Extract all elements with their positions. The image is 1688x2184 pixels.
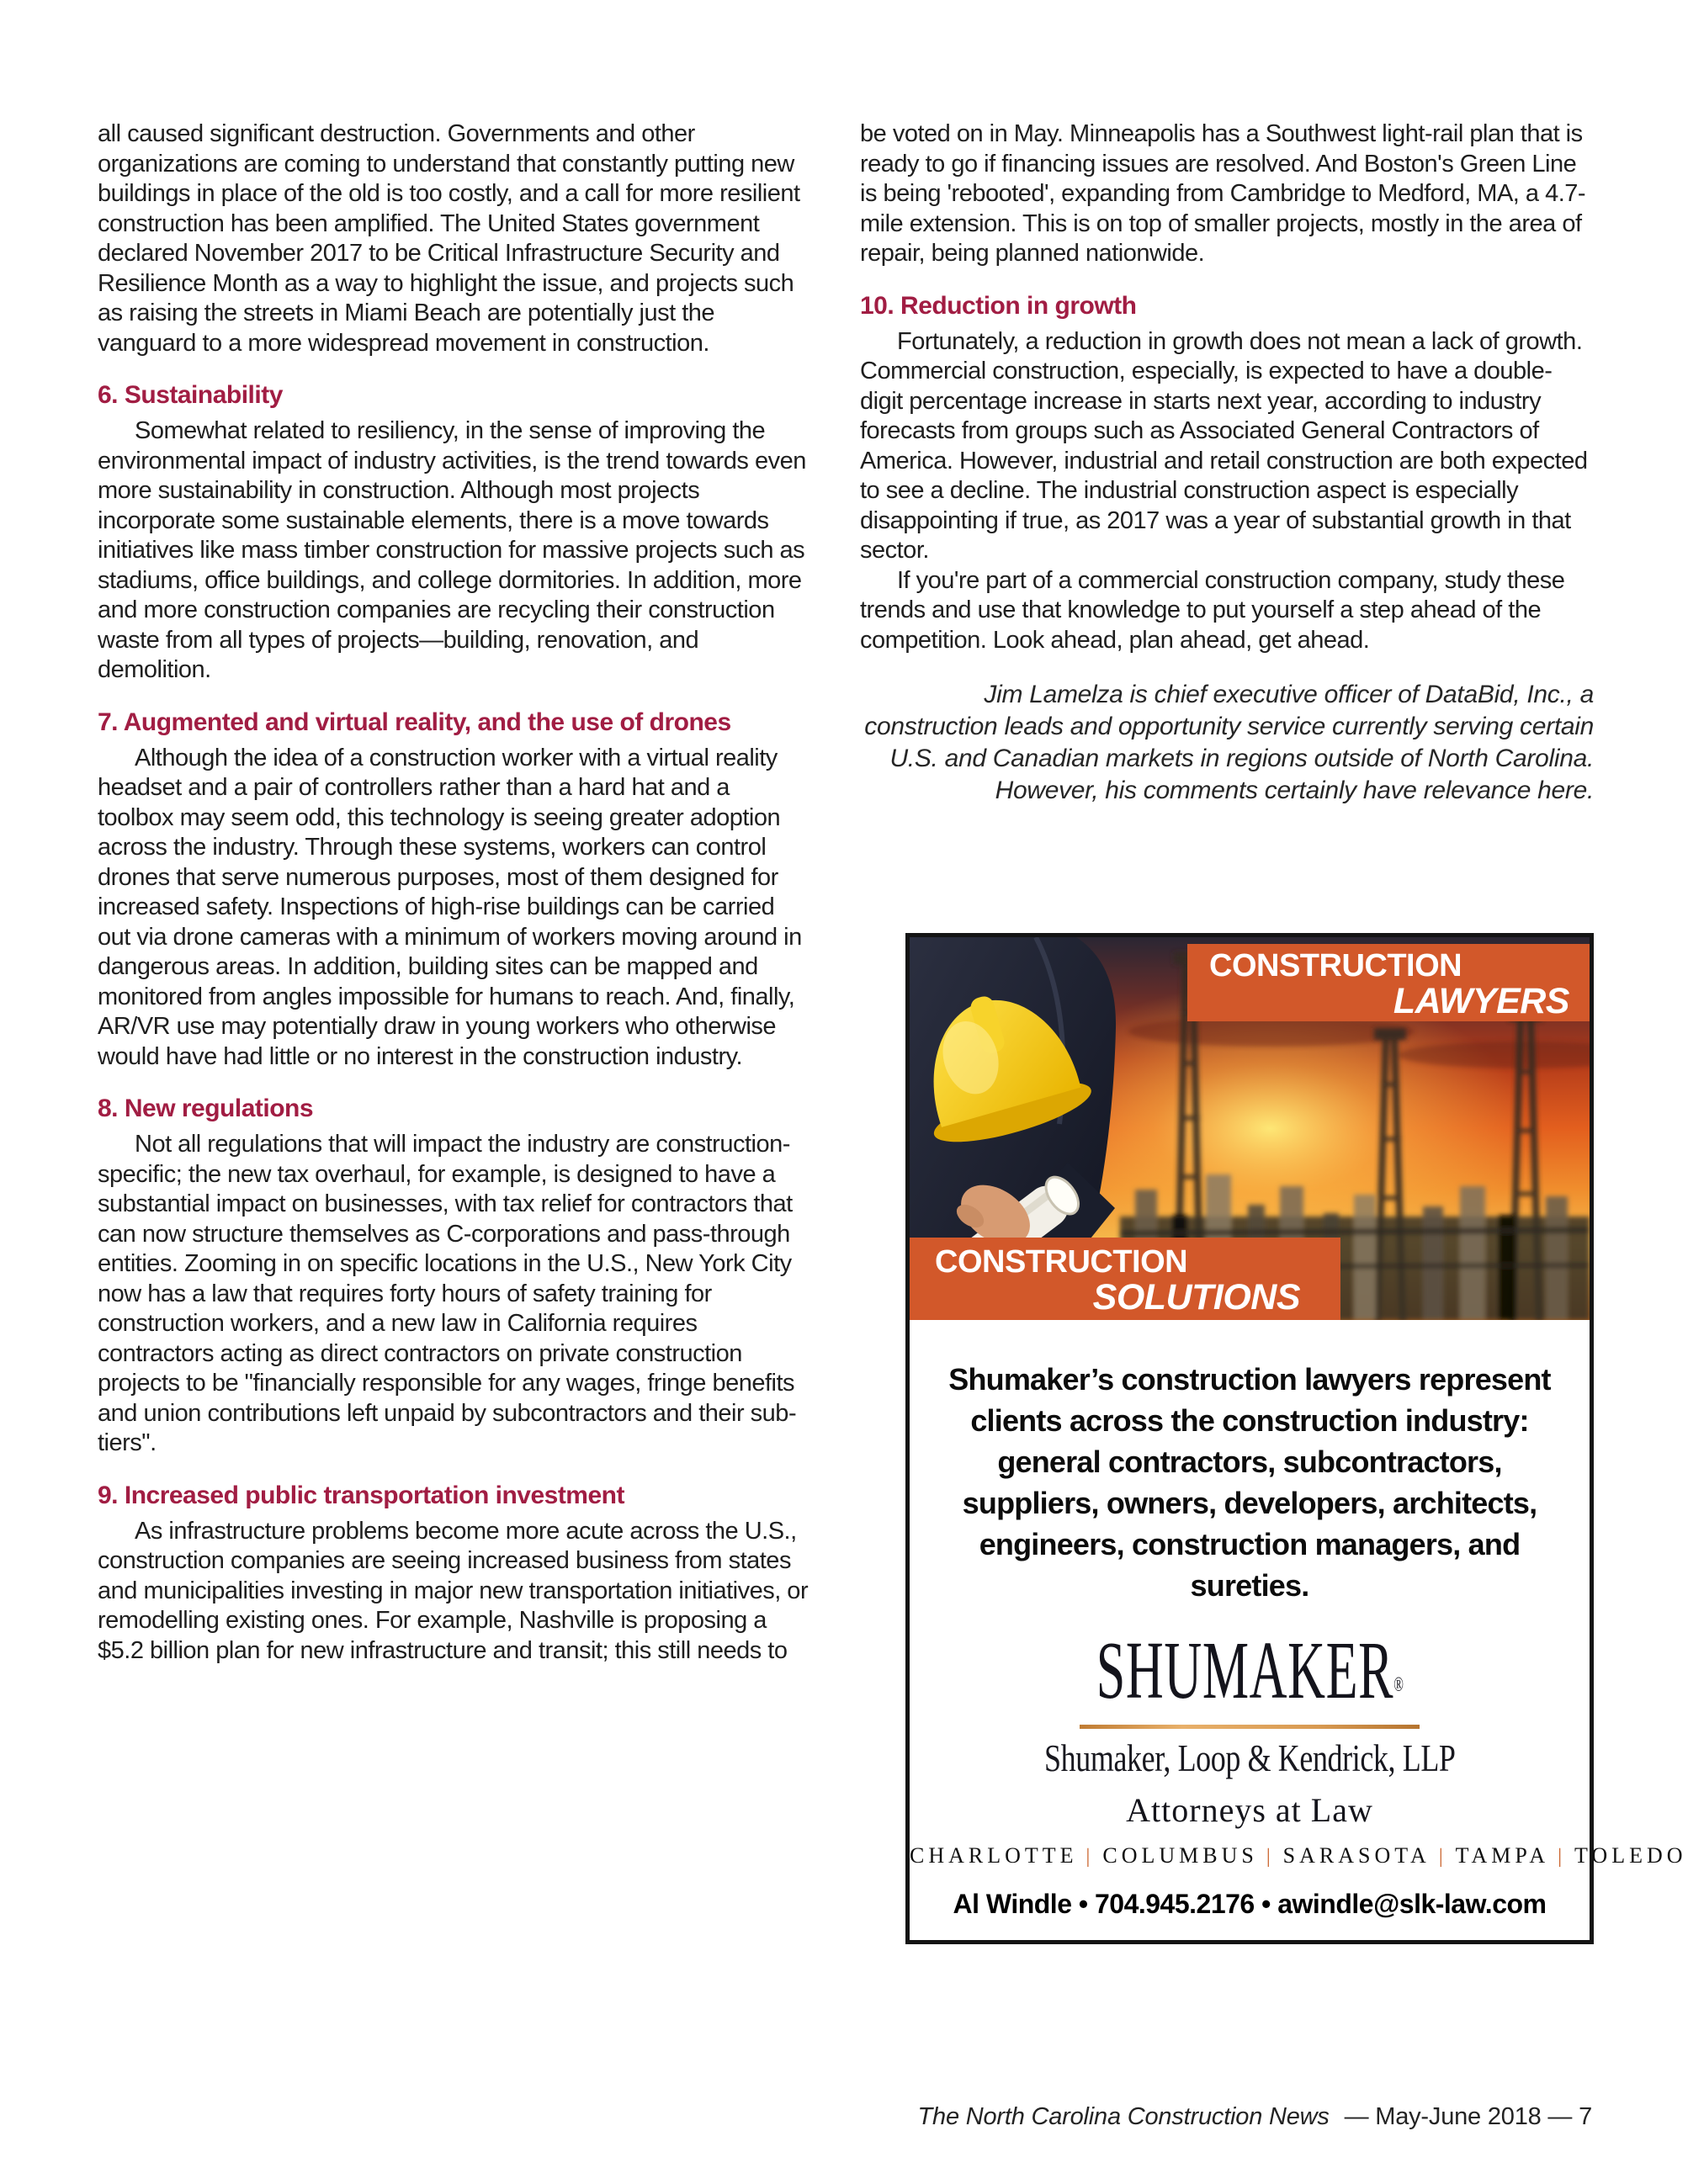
city-separator: | — [1266, 1846, 1275, 1868]
ad-photo — [910, 937, 1590, 1320]
section-heading-reduction-in-growth: 10. Reduction in growth — [860, 291, 1137, 320]
city-separator: | — [1438, 1846, 1447, 1868]
banner-line: LAWYERS — [1393, 981, 1569, 1021]
shumaker-wordmark: SHUMAKER® — [1096, 1625, 1404, 1715]
firm-name: Shumaker, Loop & Kendrick, LLP — [1043, 1737, 1456, 1779]
construction-solutions-banner — [910, 1238, 1340, 1320]
banner-line: SOLUTIONS — [1092, 1277, 1300, 1317]
paragraph: As infrastructure problems become more acute across the U.S., construction companies are seeing increased business from states and municipalities investing in major new transportation initiatives, or remodelling existing ones. For example, Nashville is proposing a $5.2 billion plan for new infrastructure and transit; this still needs to — [98, 1517, 809, 1664]
section-heading-ar-vr-drones: 7. Augmented and virtual reality, and the use of drones — [98, 708, 731, 736]
firm-tagline: Attorneys at Law — [1126, 1791, 1373, 1829]
banner-line: CONSTRUCTION — [935, 1244, 1188, 1280]
city-separator: | — [1558, 1846, 1566, 1868]
city-separator: | — [1086, 1846, 1095, 1868]
left-column — [98, 119, 809, 1666]
shumaker-logo-block — [910, 1625, 1687, 1940]
paragraph: Fortunately, a reduction in growth does not mean a lack of growth. Commercial construction, especially, is expected to have a double-digit percentage increase in starts next year, according to industry forecasts from groups such as Associated General Contractors of America. However, industrial and retail construction are both expected to see a decline. The industrial construction aspect is especially disappointing if true, as 2017 was a year of substantial growth in that sector. — [860, 327, 1588, 564]
contact-line: Al Windle • 704.945.2176 • awindle@slk-law.com — [953, 1889, 1547, 1919]
city: TAMPA — [1455, 1843, 1550, 1868]
banner-line: CONSTRUCTION — [1209, 948, 1462, 983]
section-heading-new-regulations: 8. New regulations — [98, 1095, 314, 1122]
paragraph: Somewhat related to resiliency, in the sense of improving the environmental impact of industry activities, is the trend towards even more sustainability in construction. Although most projects incorporate some sustainable elements, there is a move towards initiatives like mass timber construction for massive projects such as stadiums, office buildings, and college dormitories. In addition, more and more construction companies are recycling their construction waste from all types of projects—building, renovation, and demolition. — [98, 417, 806, 683]
logo-rule — [1080, 1725, 1420, 1729]
cities-line — [910, 1843, 1687, 1869]
issue-and-page-number: — May-June 2018 — 7 — [1344, 2103, 1592, 2130]
paragraph-continuation: all caused significant destruction. Governments and other organizations are coming to understand that constantly putting new buildings in place of the old is too costly, and a call for more resilient construction has been amplified. The United States government declared November 2017 to be Critical Infrastructure Security and Resilience Month as a way to highlight the issue, and projects such as raising the streets in Miami Beach are potentially just the vanguard to a more widespread movement in construction. — [98, 120, 800, 357]
right-column — [860, 119, 1687, 1944]
city: TOLEDO — [1574, 1843, 1687, 1868]
author-note: Jim Lamelza is chief executive officer of DataBid, Inc., a construction leads and opportunity service currently serving certain U.S. and Canadian markets in regions outside of North Carolina. However, his comments certainly have relevance here. — [864, 681, 1594, 804]
registered-trademark-icon: ® — [1393, 1674, 1404, 1696]
section-heading-sustainability: 6. Sustainability — [98, 381, 283, 409]
city: SARASOTA — [1282, 1843, 1431, 1868]
city: COLUMBUS — [1102, 1843, 1258, 1868]
construction-lawyers-banner — [1187, 944, 1590, 1021]
ad-body-text: Shumaker’s construction lawyers represent clients across the construction industry: general contractors, subcontractors, suppliers, owners, developers, architects, engineers, construction managers, and sureties. — [948, 1362, 1551, 1603]
paragraph: If you're part of a commercial construction company, study these trends and use that knowledge to put yourself a step ahead of the competition. Look ahead, plan ahead, get ahead. — [860, 566, 1565, 654]
city: CHARLOTTE — [910, 1843, 1078, 1868]
paragraph-continuation: be voted on in May. Minneapolis has a Southwest light-rail plan that is ready to go if financing issues are resolved. And Boston's Green Line is being 'rebooted', expanding from Cambridge to Medford, MA, a 4.7-mile extension. This is on top of smaller projects, mostly in the area of repair, being planned nationwide. — [860, 120, 1586, 267]
shumaker-advertisement — [905, 933, 1687, 1944]
page-footer — [918, 2103, 1593, 2131]
publication-name: The North Carolina Construction News — [917, 2103, 1330, 2130]
paragraph: Not all regulations that will impact the industry are construction-specific; the new tax overhaul, for example, is designed to have a substantial impact on businesses, with tax relief for contractors that can now structure themselves as C-corporations and pass-through entities. Zooming in on specific locations in the U.S., New York City now has a law that requires forty hours of safety training for construction workers, and a new law in California requires contractors acting as direct contractors on private construction projects to be "financially responsible for any wages, fringe benefits and union contributions left unpaid by subcontractors and their sub-tiers". — [98, 1131, 797, 1456]
section-heading-public-transportation: 9. Increased public transportation investment — [98, 1481, 624, 1509]
paragraph: Although the idea of a construction worker with a virtual reality headset and a pair of controllers rather than a hard hat and a toolbox may seem odd, this technology is seeing greater adoption across the industry. Through these systems, workers can control drones that serve numerous purposes, most of them designed for increased safety. Inspections of high-rise buildings can be carried out via drone cameras with a minimum of workers moving around in dangerous areas. In addition, building sites can be mapped and monitored from angles impossible for humans to reach. And, finally, AR/VR use may potentially draw in young workers who otherwise would have had little or no interest in the construction industry. — [98, 744, 802, 1070]
